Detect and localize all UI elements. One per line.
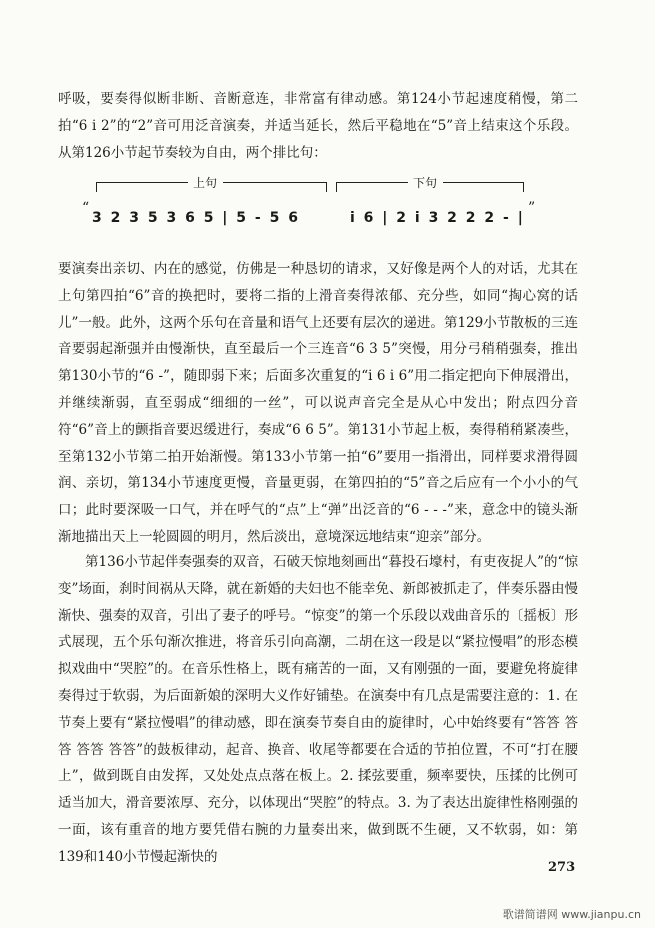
paragraph-text: 第136小节起伴奏强奏的双音，石破天惊地刻画出“暮投石壕村，有吏夜捉人”的“惊变”场面，刹时间祸从天降，就在新婚的夫妇也不能幸免、新郎被抓走了，伴奏乐器由慢渐快、强奏的双音，引出了妻子的呼号。“惊变”的第一个乐段以戏曲音乐的〔摇板〕形式展现，五个乐句渐次推进，将音乐引向高潮，二胡在这一段是以“紧拉慢唱”的形态模拟戏曲中“哭腔”的。在音乐性格上，既有痛苦的一面，又有刚强的一面，要避免将旋律奏得过于软弱，为后面新娘的深明大义作好铺垫。在演奏中有几点是需要注意的：1. 在节奏上要有“紧拉慢唱”的律动感，即在演奏节奏自由的旋律时，心中始终要有“答答 答答 答答 答答”的鼓板律动，起音、换音、收尾等都要在合适的节拍位置，不可“打在腰上”，做到既自由发挥，又处处点点落在板上。2. 揉弦要重，频率要快，压揉的比例可适当加大，滑音要浓厚、充分，以体现出“哭腔”的特点。3. 为了表达出旋律性格刚强的一面，该有重音的地方要凭借右腕的力量奏出来，做到既不生硬，又不软弱，如：第139和140小节慢起渐快的	[58, 554, 578, 865]
lower-phrase-label: 下句	[413, 176, 438, 190]
paragraph-3	[58, 549, 578, 871]
lower-bracket-tick-left	[336, 182, 337, 192]
upper-phrase-notes: 3 2 3 5 3 6 5 | 5 - 5 6	[92, 210, 300, 226]
paragraph-text: 呼吸，要奏得似断非断、音断意连，非常富有律动感。第124小节起速度稍慢，第二拍“6 i 2”的“2”音可用泛音演奏，并适当延长，然后平稳地在“5”音上结束这个乐段。从第126小节起节奏较为自由，两个排比句：	[58, 91, 578, 161]
music-notation	[82, 172, 538, 242]
watermark: 歌谱简谱网 www.jianpu.cn	[502, 908, 641, 921]
upper-bracket-tick-right	[326, 182, 327, 192]
upper-phrase-label: 上句	[193, 176, 218, 190]
paragraph-1	[58, 86, 578, 166]
paragraph-2	[58, 256, 578, 551]
close-quote: ”	[528, 200, 536, 216]
lower-bracket-left	[336, 182, 408, 183]
open-quote: “	[82, 200, 90, 216]
upper-bracket-tick-left	[96, 182, 97, 192]
page-number: 273	[548, 860, 576, 875]
lower-bracket-right	[443, 182, 523, 183]
upper-bracket-right	[223, 182, 326, 183]
paragraph-text: 要演奏出亲切、内在的感觉，仿佛是一种恳切的请求，又好像是两个人的对话，尤其在上句第四拍“6”音的换把时，要将二指的上滑音奏得浓郁、充分些，如同“掏心窝的话儿”一般。此外，这两个乐句在音量和语气上还要有层次的递进。第129小节散板的三连音要弱起渐强并由慢渐快，直至最后一个三连音“6 3 5”突慢，用分弓稍稍强奏，推出第130小节的“6 -”，随即弱下来；后面多次重复的“i 6 i 6”用二指定把向下伸展滑出，并继续渐弱，直至弱成“细细的一丝”，可以说声音完全是从心中发出；附点四分音符“6”音上的颤指音要迟缓进行，奏成“6 6 5”。第131小节起上板，奏得稍稍紧凑些，至第132小节第二拍开始渐慢。第133小节第一拍“6”要用一指滑出，同样要求滑得圆润、亲切，第134小节速度更慢，音量更弱，在第四拍的“5”音之后应有一个小小的气口；此时要深吸一口气，并在呼气的“点”上“弹”出泛音的“6 - - -”来，意念中的镜头渐渐地描出天上一轮圆圆的明月，然后淡出，意境深远地结束“迎亲”部分。	[58, 261, 578, 545]
upper-bracket-left	[96, 182, 188, 183]
lower-phrase-notes: i 6 | 2 i 3 2 2 2 - |	[350, 210, 525, 226]
lower-bracket-tick-right	[523, 182, 524, 192]
